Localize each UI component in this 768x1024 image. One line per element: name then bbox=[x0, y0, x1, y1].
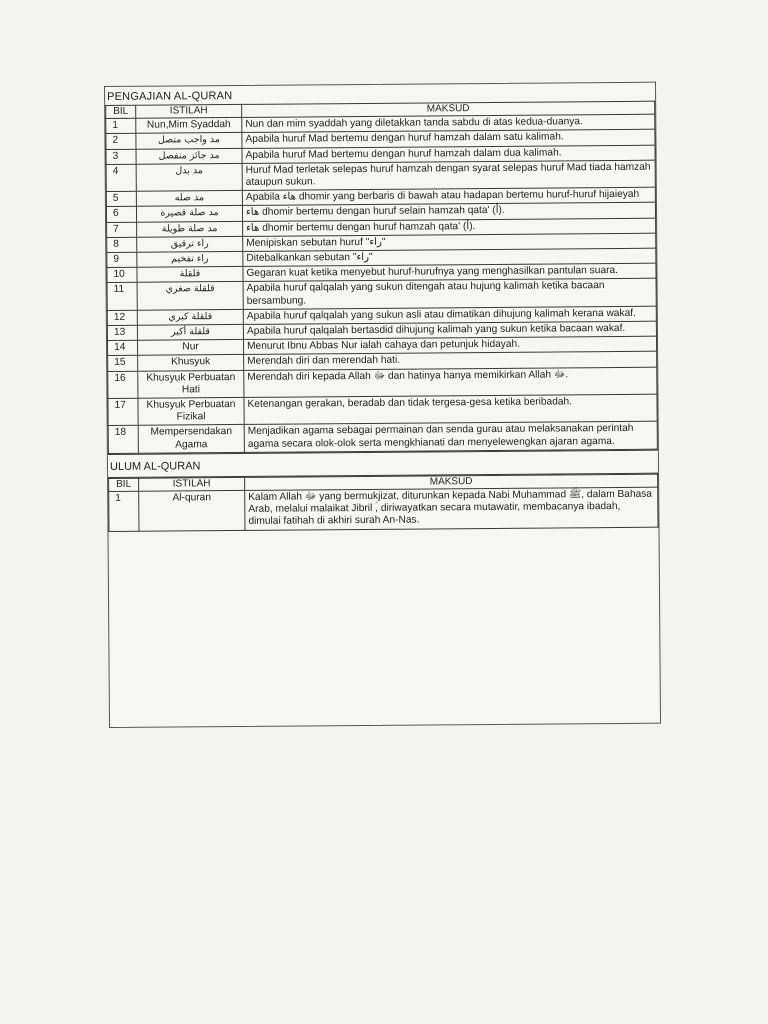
row-number: 12 bbox=[107, 310, 137, 325]
row-istilah: راء ترقيق bbox=[137, 236, 243, 252]
row-maksud: Ditebalkankan sebutan "راء" bbox=[243, 248, 656, 266]
row-number: 13 bbox=[107, 325, 137, 340]
row-istilah: Nur bbox=[137, 340, 243, 356]
row-istilah: Khusyuk Perbuatan Hati bbox=[138, 370, 244, 398]
pengajian-table-body bbox=[106, 114, 658, 453]
row-istilah: مد بدل bbox=[136, 163, 242, 191]
row-number: 1 bbox=[109, 491, 139, 531]
row-maksud: Menipiskan sebutan huruf "راء" bbox=[243, 233, 656, 251]
table-row bbox=[109, 487, 658, 531]
row-number: 16 bbox=[108, 371, 138, 399]
header-istilah: ISTILAH bbox=[139, 477, 245, 491]
row-maksud: Gegaran kuat ketika menyebut huruf-hurufnya yang menghasilkan pantulan suara. bbox=[243, 263, 656, 281]
header-bil: BIL bbox=[109, 478, 139, 491]
row-maksud: Kalam Allah ﷻ yang bermukjizat, diturunkan kepada Nabi Muhammad ﷺ, dalam Bahasa Arab, melalui malaikat Jibril ؑ, diriwayatkan secara mutawatir, membacanya ibadah, dimulai fatihah di akhiri surah An-Nas. bbox=[245, 487, 658, 530]
table-row bbox=[107, 279, 656, 311]
row-number: 17 bbox=[108, 398, 138, 426]
table-row bbox=[108, 422, 657, 454]
row-maksud: Apabila huruf qalqalah bertasdid dihujung kalimah yang sukun ketika bacaan wakaf. bbox=[243, 321, 656, 339]
row-number: 3 bbox=[106, 149, 136, 164]
row-istilah: Khusyuk bbox=[138, 355, 244, 371]
row-maksud: Merendah diri dan merendah hati. bbox=[244, 352, 657, 370]
row-istilah: مد واجب متصل bbox=[136, 133, 242, 149]
row-istilah: قلقلة كبري bbox=[137, 309, 243, 325]
row-istilah: Al-quran bbox=[139, 490, 245, 530]
row-istilah: مد صله bbox=[136, 191, 242, 207]
row-maksud: Merendah diri kepada Allah ﷻ dan hatinya hanya memikirkan Allah ﷻ. bbox=[244, 367, 657, 398]
row-maksud: Nun dan mim syaddah yang diletakkan tanda sabdu di atas kedua-duanya. bbox=[242, 114, 655, 132]
section-title-ulum: ULUM AL-QURAN bbox=[108, 450, 658, 478]
row-maksud: Menjadikan agama sebagai permainan dan senda gurau atau melaksanakan perintah agama secara olok-olok serta mengkhianati dan menyelewengkan ajaran agama. bbox=[244, 422, 657, 453]
row-maksud: Apabila huruf qalqalah yang sukun asli atau dimatikan dihujung kalimah kerana wakaf. bbox=[243, 306, 656, 324]
ulum-table-body bbox=[109, 487, 658, 531]
row-maksud: هاء dhomir bertemu dengan huruf hamzah qata' (أ). bbox=[243, 218, 656, 236]
row-istilah: Nun,Mim Syaddah bbox=[136, 118, 242, 134]
row-maksud: Huruf Mad terletak selepas huruf hamzah dengan syarat selepas huruf Mad tiada hamzah ataupun sukun. bbox=[242, 160, 655, 191]
row-maksud: Apabila هاء dhomir yang berbaris di bawah atau hadapan bertemu huruf-huruf hijaieyah bbox=[242, 187, 655, 205]
row-maksud: Apabila huruf qalqalah yang sukun ditengah atau hujung kalimah ketika bacaan bersambung. bbox=[243, 279, 656, 310]
row-number: 1 bbox=[106, 118, 136, 133]
row-istilah: مد صلة طويلة bbox=[137, 221, 243, 237]
header-maksud: MAKSUD bbox=[242, 101, 655, 117]
header-istilah: ISTILAH bbox=[136, 104, 242, 118]
row-number: 6 bbox=[106, 207, 136, 222]
pengajian-table bbox=[105, 101, 658, 454]
row-number: 15 bbox=[108, 356, 138, 371]
row-number: 18 bbox=[108, 426, 138, 454]
table-row bbox=[106, 160, 655, 192]
row-maksud: Apabila huruf Mad bertemu dengan huruf hamzah dalam satu kalimah. bbox=[242, 130, 655, 148]
row-number: 10 bbox=[107, 267, 137, 282]
row-number: 9 bbox=[107, 252, 137, 267]
row-maksud: Ketenangan gerakan, beradab dan tidak tergesa-gesa ketika beribadah. bbox=[244, 394, 657, 425]
row-number: 7 bbox=[107, 222, 137, 237]
row-number: 4 bbox=[106, 164, 136, 192]
table-row bbox=[108, 367, 657, 399]
row-maksud: هاء dhomir bertemu dengan huruf selain hamzah qata' (أ). bbox=[242, 203, 655, 221]
ulum-table bbox=[108, 474, 658, 532]
row-maksud: Apabila huruf Mad bertemu dengan huruf hamzah dalam dua kalimah. bbox=[242, 145, 655, 163]
row-number: 8 bbox=[107, 237, 137, 252]
row-istilah: راء تفخيم bbox=[137, 251, 243, 267]
document-sheet bbox=[104, 82, 661, 728]
table-row bbox=[108, 394, 657, 426]
row-number: 2 bbox=[106, 134, 136, 149]
header-bil: BIL bbox=[106, 105, 136, 118]
row-istilah: قلقلة صغري bbox=[137, 282, 243, 310]
row-istilah: Khusyuk Perbuatan Fizikal bbox=[138, 397, 244, 425]
row-istilah: Mempersendakan Agama bbox=[138, 425, 244, 453]
row-number: 11 bbox=[107, 283, 137, 311]
row-number: 5 bbox=[106, 191, 136, 206]
section-title-pengajian: PENGAJIAN AL-QURAN bbox=[107, 89, 233, 103]
row-number: 14 bbox=[108, 340, 138, 355]
row-istilah: مد صلة قصيرة bbox=[136, 206, 242, 222]
header-maksud: MAKSUD bbox=[245, 474, 658, 490]
row-istilah: قلقلة bbox=[137, 267, 243, 283]
row-maksud: Menurut Ibnu Abbas Nur ialah cahaya dan petunjuk hidayah. bbox=[243, 336, 656, 354]
row-istilah: قلقلة أكبر bbox=[137, 324, 243, 340]
row-istilah: مد جائز منفصل bbox=[136, 148, 242, 164]
